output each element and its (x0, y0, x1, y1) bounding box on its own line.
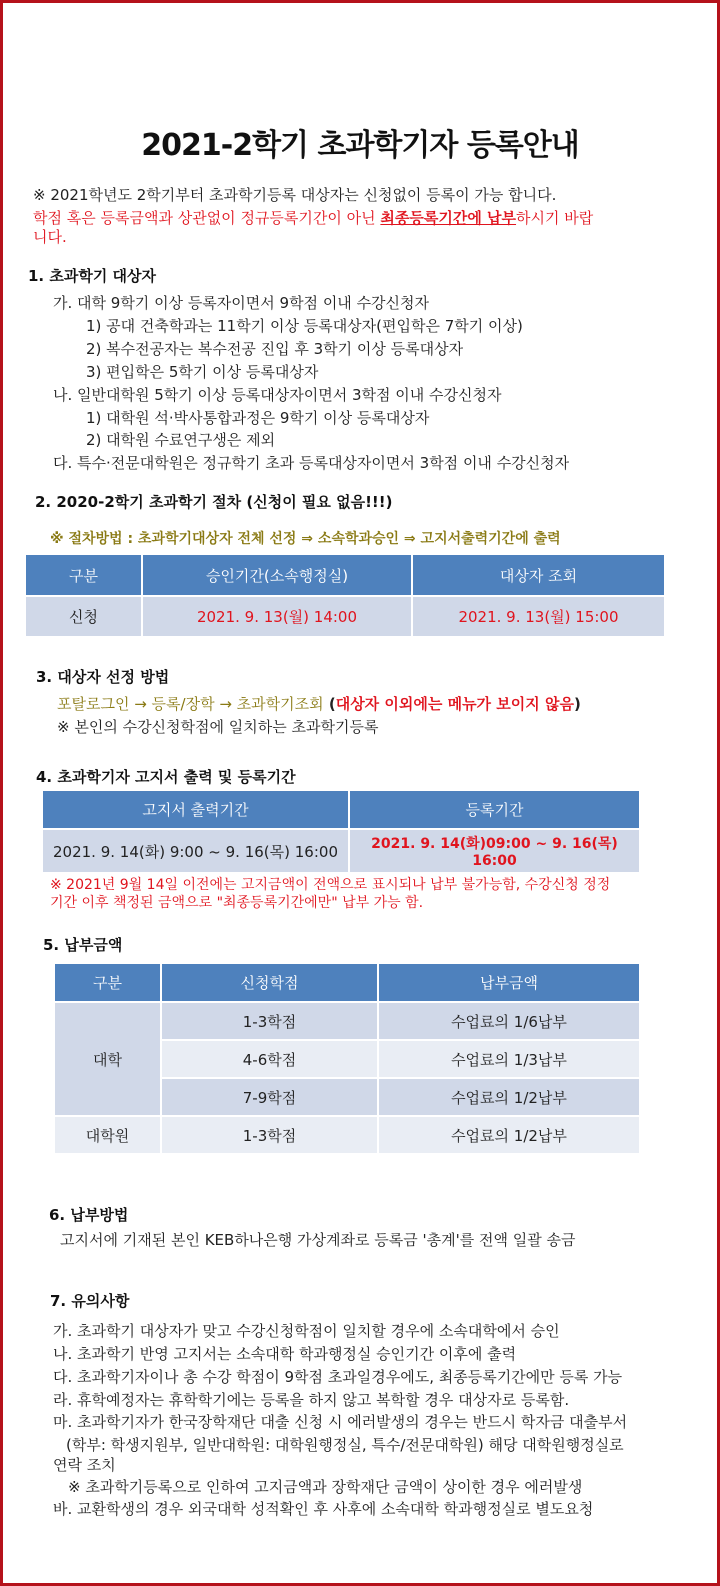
table-cell: 7-9학점 (162, 1079, 377, 1115)
s1-line: 3) 편입학은 5학기 이상 등록대상자 (86, 363, 319, 381)
table-cell: 수업료의 1/6납부 (379, 1003, 639, 1039)
section-4-heading: 4. 초과학기자 고지서 출력 및 등록기간 (36, 768, 296, 786)
table-header: 구분 (55, 964, 160, 1001)
payment-amount-table (53, 962, 641, 1155)
table-cell: 수업료의 1/2납부 (379, 1117, 639, 1153)
notice-line: ※ 초과학기등록으로 인하여 고지금액과 장학재단 금액이 상이한 경우 에러발생 (68, 1478, 583, 1496)
section-6-heading: 6. 납부방법 (49, 1206, 129, 1224)
table-cell: 수업료의 1/2납부 (379, 1079, 639, 1115)
table-header: 승인기간(소속행정실) (143, 555, 411, 595)
portal-path: 포탈로그인 → 등록/장학 → 초과학기조회 (57, 695, 324, 713)
section-3-heading: 3. 대상자 선정 방법 (36, 668, 170, 686)
table-cell-grad: 대학원 (55, 1117, 160, 1153)
paren-open: ( (323, 695, 336, 713)
table-cell: 1-3학점 (162, 1003, 377, 1039)
table-header: 등록기간 (350, 791, 639, 828)
notice-line: 나. 초과학기 반영 고지서는 소속대학 학과행정실 승인기간 이후에 출력 (53, 1345, 517, 1363)
table-header: 신청학점 (162, 964, 377, 1001)
table-cell: 2021. 9. 13(월) 15:00 (413, 597, 664, 636)
selection-note: ※ 본인의 수강신청학점에 일치하는 초과학기등록 (57, 718, 379, 736)
intro-line-2-b: 하시기 바랍 (516, 209, 594, 227)
notice-line: 바. 교환학생의 경우 외국대학 성적확인 후 사후에 소속대학 학과행정실로 별도요청 (53, 1500, 594, 1518)
notice-line: 라. 휴학예정자는 휴학학기에는 등록을 하지 않고 복학할 경우 대상자로 등록함. (53, 1391, 570, 1409)
s1-line: 2) 대학원 수료연구생은 제외 (86, 431, 276, 449)
table-cell: 2021. 9. 13(월) 14:00 (143, 597, 411, 636)
page-title: 2021-2학기 초과학기자 등록안내 (141, 128, 579, 163)
intro-emphasis: 최종등록기간에 납부 (380, 209, 517, 227)
section-7-heading: 7. 유의사항 (50, 1292, 130, 1310)
intro-line-1: ※ 2021학년도 2학기부터 초과학기등록 대상자는 신청없이 등록이 가능 합니다. (33, 186, 557, 204)
billing-period-table (41, 789, 641, 874)
table-header: 고지서 출력기간 (43, 791, 348, 828)
paren-close: ) (573, 695, 581, 713)
table-cell: 1-3학점 (162, 1117, 377, 1153)
intro-line-2 (33, 208, 593, 228)
approval-table (24, 553, 666, 638)
notice-line: (학부: 학생지원부, 일반대학원: 대학원행정실, 특수/전문대학원) 해당 대학원행정실로 (66, 1436, 624, 1454)
billing-note-1: ※ 2021년 9월 14일 이전에는 고지금액이 전액으로 표시되나 납부 불가능함, 수강신청 정정 (50, 877, 611, 893)
menu-visibility-note: 대상자 이외에는 메뉴가 보이지 않음 (335, 695, 574, 713)
table-cell: 수업료의 1/3납부 (379, 1041, 639, 1077)
intro-line-2-a: 학점 혹은 등록금액과 상관없이 정규등록기간이 아닌 (33, 209, 381, 227)
notice-line: 연락 조치 (53, 1456, 116, 1474)
s1-line: 1) 대학원 석·박사통합과정은 9학기 이상 등록대상자 (86, 409, 430, 427)
table-header: 납부금액 (379, 964, 639, 1001)
section-1-heading: 1. 초과학기 대상자 (28, 267, 157, 285)
notice-line: 다. 초과학기자이나 총 수강 학점이 9학점 초과일경우에도, 최종등록기간에만 등록 가능 (53, 1368, 623, 1386)
selection-path (57, 694, 581, 714)
table-cell: 신청 (26, 597, 141, 636)
table-cell: 2021. 9. 14(화)09:00 ~ 9. 16(목) 16:00 (350, 830, 639, 872)
s1-line: 1) 공대 건축학과는 11학기 이상 등록대상자(편입학은 7학기 이상) (86, 317, 523, 335)
section-2-heading: 2. 2020-2학기 초과학기 절차 (신청이 필요 없음!!!) (35, 493, 393, 511)
s1-line: 나. 일반대학원 5학기 이상 등록대상자이면서 3학점 이내 수강신청자 (53, 386, 502, 404)
notice-line: 가. 초과학기 대상자가 맞고 수강신청학점이 일치할 경우에 소속대학에서 승인 (53, 1322, 560, 1340)
table-cell-univ: 대학 (55, 1003, 160, 1115)
intro-line-3: 니다. (33, 228, 67, 246)
notice-line: 마. 초과학기자가 한국장학재단 대출 신청 시 에러발생의 경우는 반드시 학자금 대출부서 (53, 1413, 628, 1431)
table-cell: 4-6학점 (162, 1041, 377, 1077)
payment-method-text: 고지서에 기재된 본인 KEB하나은행 가상계좌로 등록금 '총계'를 전액 일괄 송금 (60, 1231, 576, 1249)
s1-line: 다. 특수·전문대학원은 정규학기 초과 등록대상자이면서 3학점 이내 수강신청자 (53, 454, 570, 472)
table-header: 구분 (26, 555, 141, 595)
table-header: 대상자 조회 (413, 555, 664, 595)
table-cell: 2021. 9. 14(화) 9:00 ~ 9. 16(목) 16:00 (43, 830, 348, 872)
billing-note-2: 기간 이후 책정된 금액으로 "최종등록기간에만" 납부 가능 함. (50, 895, 424, 911)
procedure-note: ※ 절차방법 : 초과학기대상자 전체 선정 ⇒ 소속학과승인 ⇒ 고지서출력기간에 출력 (50, 531, 561, 547)
s1-line: 가. 대학 9학기 이상 등록자이면서 9학점 이내 수강신청자 (53, 294, 430, 312)
s1-line: 2) 복수전공자는 복수전공 진입 후 3학기 이상 등록대상자 (86, 340, 464, 358)
section-5-heading: 5. 납부금액 (43, 936, 123, 954)
